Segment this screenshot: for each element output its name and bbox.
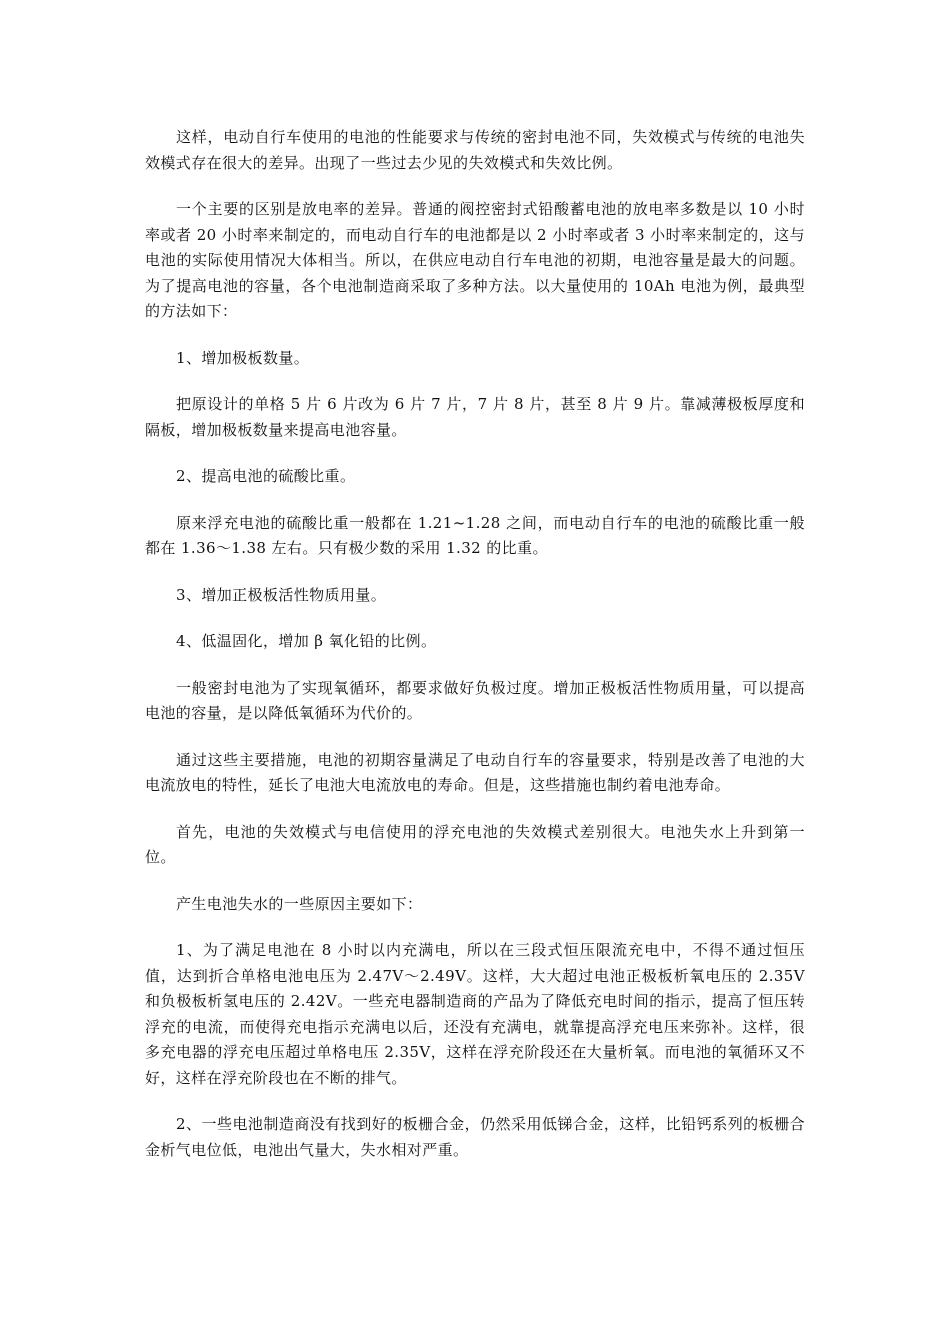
paragraph-cause-2: 2、一些电池制造商没有找到好的板栅合金，仍然采用低锑合金，这样，比铅钙系列的板栅合金析气电位低，电池出气量大，失水相对严重。 — [145, 1115, 805, 1159]
paragraph-method-1-title: 1、增加极板数量。 — [176, 348, 310, 367]
paragraph-intro: 这样，电动自行车使用的电池的性能要求与传统的密封电池不同，失效模式与传统的电池失效模式存在很大的差异。出现了一些过去少见的失效模式和失效比例。 — [145, 128, 805, 172]
paragraph-water-loss-causes: 产生电池失水的一些原因主要如下： — [176, 894, 423, 913]
paragraph-method-4-title: 4、低温固化，增加 β 氧化铅的比例。 — [176, 632, 437, 650]
paragraph-discharge-rate: 一个主要的区别是放电率的差异。普通的阀控密封式铅酸蓄电池的放电率多数是以 10 小时率或者 20 小时率来制定的，而电动自行车的电池都是以 2 小时率或者 3 小时率来制定的，这与电池的实际使用情况大体相当。所以，在供应电动自行车电池的初期，电池容量是最大的问题。为了提高电池的容量，各个电池制造商采取了多种方法。以大量使用的 10Ah 电池为例，最典型的方法如下： — [145, 200, 805, 320]
paragraph-method-2-title: 2、提高电池的硫酸比重。 — [176, 467, 356, 485]
paragraph-method-2-body: 原来浮充电池的硫酸比重一般都在 1.21~1.28 之间，而电动自行车的电池的硫酸比重一般都在 1.36～1.38 左右。只有极少数的采用 1.32 的比重。 — [145, 513, 805, 557]
paragraph-method-3-title: 3、增加正极板活性物质用量。 — [176, 585, 387, 604]
document-body — [145, 125, 805, 1184]
paragraph-measures-effect: 通过这些主要措施，电池的初期容量满足了电动自行车的容量要求，特别是改善了电池的大电流放电的特性，延长了电池大电流放电的寿命。但是，这些措施也制约着电池寿命。 — [145, 750, 805, 794]
paragraph-method-1-body: 把原设计的单格 5 片 6 片改为 6 片 7 片，7 片 8 片，甚至 8 片 9 片。靠减薄极板厚度和隔板，增加极板数量来提高电池容量。 — [145, 395, 805, 439]
paragraph-cause-1: 1、为了满足电池在 8 小时以内充满电，所以在三段式恒压限流充电中，不得不通过恒压值，达到折合单格电池电压为 2.47V～2.49V。这样，大大超过电池正极板析氧电压的 2.35V 和负极板析氢电压的 2.42V。一些充电器制造商的产品为了降低充电时间的指示，提高了恒压转浮充的电流，而使得充电指示充满电以后，还没有充满电，就靠提高浮充电压来弥补。这样，很多充电器的浮充电压超过单格电压 2.35V，这样在浮充阶段还在大量析氧。而电池的氧循环又不好，这样在浮充阶段也在不断的排气。 — [145, 941, 805, 1087]
paragraph-failure-mode: 首先，电池的失效模式与电信使用的浮充电池的失效模式差别很大。电池失水上升到第一位。 — [145, 822, 805, 866]
paragraph-oxygen-cycle: 一般密封电池为了实现氧循环，都要求做好负极过度。增加正极板活性物质用量，可以提高电池的容量，是以降低氧循环为代价的。 — [145, 678, 805, 722]
